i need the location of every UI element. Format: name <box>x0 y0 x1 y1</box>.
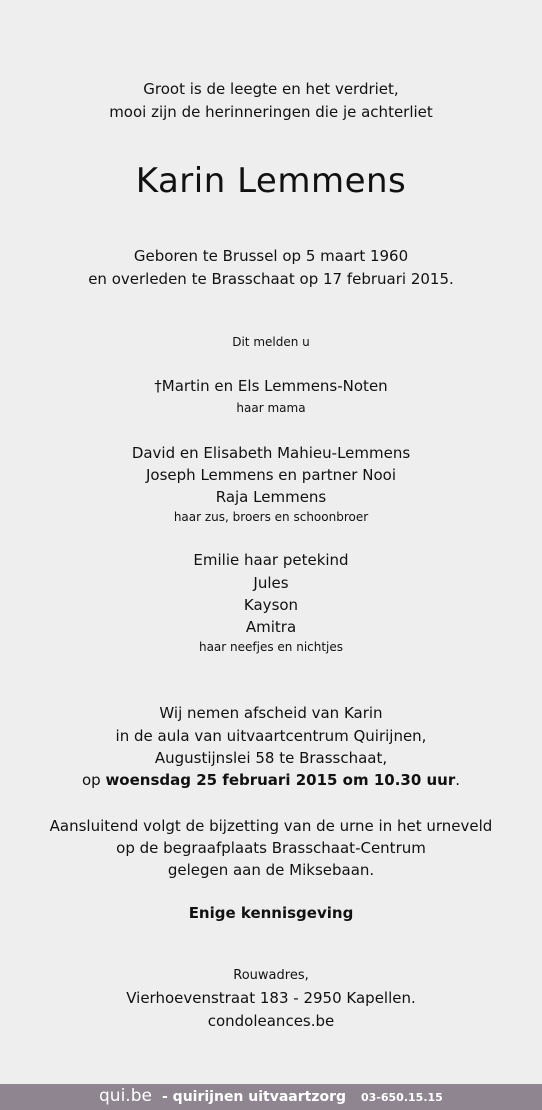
intro-text: Dit melden u <box>232 335 310 349</box>
ceremony-date-prefix: op <box>81 771 106 789</box>
niece-line: Jules <box>253 574 289 592</box>
birth-line: Geboren te Brussel op 5 maart 1960 <box>133 247 409 265</box>
notice-text: Enige kennisgeving <box>188 904 354 922</box>
footer-brand[interactable]: qui.be <box>99 1086 152 1106</box>
ceremony-date-suffix: . <box>455 771 461 789</box>
footer-phone: 03-650.15.15 <box>361 1091 443 1104</box>
address-street: Vierhoevenstraat 183 - 2950 Kapellen. <box>126 989 416 1007</box>
burial-line-3: gelegen aan de Miksebaan. <box>167 861 375 879</box>
niece-line: Kayson <box>243 596 299 614</box>
burial-line-2: op de begraafplaats Brasschaat-Centrum <box>116 839 426 857</box>
ceremony-line-3: Augustijnslei 58 te Brasschaat, <box>154 749 388 767</box>
burial-line-1: Aansluitend volgt de bijzetting van de urne in het urneveld <box>49 817 493 835</box>
address-label: Rouwadres, <box>233 968 309 983</box>
nieces-relation: haar neefjes en nichtjes <box>198 640 344 654</box>
sibling-line: Raja Lemmens <box>215 488 327 506</box>
footer-bar <box>0 1084 542 1110</box>
ceremony-date: woensdag 25 februari 2015 om 10.30 uur <box>105 771 456 789</box>
sibling-line: Joseph Lemmens en partner Nooi <box>146 466 396 484</box>
quote-line-2: mooi zijn de herinneringen die je achterliet <box>109 103 433 121</box>
siblings-relation: haar zus, broers en schoonbroer <box>173 510 369 524</box>
quote-line-1: Groot is de leegte en het verdriet, <box>143 80 399 98</box>
niece-line: Amitra <box>245 618 297 636</box>
niece-line: Emilie haar petekind <box>193 551 349 569</box>
sibling-line: David en Elisabeth Mahieu-Lemmens <box>131 444 411 462</box>
deceased-name: Karin Lemmens <box>135 161 407 201</box>
ceremony-line-1: Wij nemen afscheid van Karin <box>159 704 383 722</box>
death-line: en overleden te Brasschaat op 17 februari 2015. <box>88 270 454 288</box>
parents-relation: haar mama <box>236 401 306 415</box>
footer-company: - quirijnen uitvaartzorg <box>162 1089 347 1105</box>
ceremony-line-2: in de aula van uitvaartcentrum Quirijnen, <box>115 727 427 745</box>
parents-names: †Martin en Els Lemmens-Noten <box>154 377 388 395</box>
ceremony-date-line <box>0 771 542 789</box>
address-web[interactable]: condoleances.be <box>207 1012 335 1030</box>
